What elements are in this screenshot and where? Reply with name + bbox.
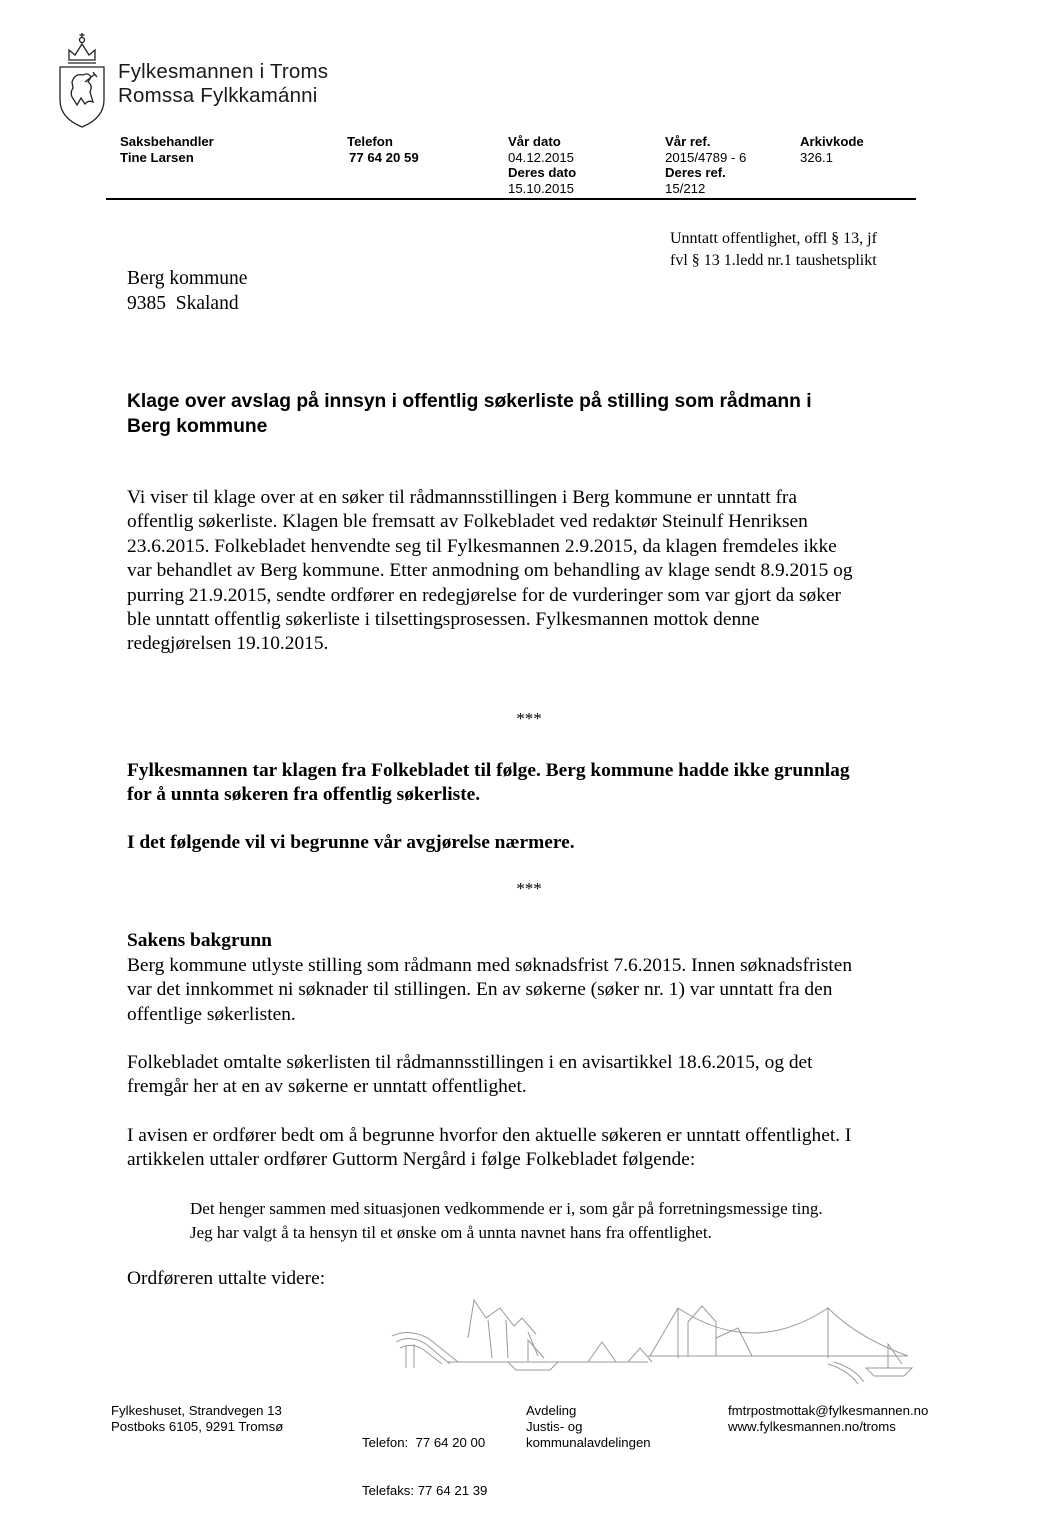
paragraph-line: ble unntatt offentlig søkerliste i tilsettingsprosessen. Fylkesmannen mottok denne [127, 609, 760, 631]
intro-paragraph [127, 486, 947, 657]
telefon-label: Telefon [347, 134, 393, 149]
paragraph-line: 23.6.2015. Folkebladet henvendte seg til Fylkesmannen 2.9.2015, da klagen fremdeles ikke [127, 535, 837, 557]
telefon-block [347, 134, 419, 165]
paragraph-line: Folkebladet omtalte søkerlisten til rådmannsstillingen i en avisartikkel 18.6.2015, og det [127, 1052, 813, 1073]
paragraph-line: offentlig søkerliste. Klagen ble fremsatt av Folkebladet ved redaktør Steinulf Henriksen [127, 511, 808, 533]
deres-ref-value: 15/212 [665, 180, 706, 196]
deres-ref-label: Deres ref. [665, 165, 726, 180]
footer-email-link[interactable]: fmtrpostmottak@fylkesmannen.no [728, 1403, 929, 1418]
footer-phone [362, 1403, 487, 1515]
paragraph-line: offentlige søkerlisten. [127, 1003, 296, 1025]
arkivkode-label: Arkivkode [800, 134, 864, 149]
footer-department [526, 1403, 651, 1451]
paragraph-line: Vi viser til klage over at en søker til rådmannsstillingen i Berg kommune er unntatt fra [127, 487, 797, 508]
paragraph-line: Fylkesmannen tar klagen fra Folkebladet til følge. Berg kommune hadde ikke grunnlag [127, 760, 850, 781]
decision-paragraph [127, 759, 947, 808]
header-divider [106, 198, 916, 200]
var-ref-label: Vår ref. [665, 134, 711, 149]
footer-dept-line1: Avdeling [526, 1403, 577, 1418]
background-paragraph-3 [127, 1124, 947, 1173]
saksbehandler-value: Tine Larsen [120, 149, 194, 165]
footer-fax-line: Telefaks: 77 64 21 39 [362, 1483, 488, 1498]
classification-line2: fvl § 13 1.ledd nr.1 taushetsplikt [670, 251, 877, 269]
footer-phone-line1: Telefon: 77 64 20 00 [362, 1435, 486, 1450]
section-heading: Sakens bakgrunn [127, 930, 272, 951]
closing-line: Ordføreren uttalte videre: [127, 1268, 326, 1289]
title-line1: Klage over avslag på innsyn i offentlig søkerliste på stilling som rådmann i [127, 391, 812, 412]
paragraph-line: redegjørelsen 19.10.2015. [127, 633, 329, 655]
recipient-line2: 9385 Skaland [127, 293, 239, 314]
org-name-line2: Romssa Fylkkamánni [118, 84, 318, 107]
recipient-address [127, 266, 247, 316]
org-name-line1: Fylkesmannen i Troms [118, 60, 329, 83]
background-paragraph-1 [127, 954, 947, 1027]
coat-of-arms-icon [55, 30, 109, 130]
footer-address-line2: Postboks 6105, 9291 Tromsø [111, 1419, 284, 1434]
classification-note [670, 228, 930, 271]
recipient-line1: Berg kommune [127, 268, 248, 289]
paragraph-line: for å unnta søkeren fra offentlig søkerliste. [127, 784, 481, 806]
background-paragraph-2 [127, 1051, 947, 1100]
deres-dato-label: Deres dato [508, 165, 577, 180]
paragraph-line: var behandlet av Berg kommune. Etter anmodning om behandling av klage sendt 8.9.2015 og [127, 560, 853, 582]
block-quote [190, 1197, 940, 1245]
dato-block [508, 134, 576, 196]
paragraph-line: fremgår her at en av søkerne er unntatt offentlighet. [127, 1076, 527, 1098]
var-ref-value: 2015/4789 - 6 [665, 149, 747, 165]
telefon-value: 77 64 20 59 [349, 149, 419, 165]
paragraph-line: var det innkommet ni søknader til stillingen. En av søkerne (søker nr. 1) var unntatt fra den [127, 979, 833, 1001]
section-separator: *** [516, 709, 542, 728]
organization-name [118, 60, 328, 108]
classification-line1: Unntatt offentlighet, offl § 13, jf [670, 230, 877, 247]
paragraph-line: I avisen er ordfører bedt om å begrunne hvorfor den aktuelle søkeren er unntatt offentlighet. I [127, 1125, 852, 1146]
tromso-skyline-illustration [388, 1298, 920, 1390]
ref-block [665, 134, 746, 196]
arkivkode-value: 326.1 [800, 149, 834, 165]
footer-contact [728, 1403, 928, 1435]
quote-line: Jeg har valgt å ta hensyn til et ønske om å unnta navnet hans fra offentlighet. [190, 1223, 712, 1242]
saksbehandler-block [120, 134, 214, 165]
quote-line: Det henger sammen med situasjonen vedkommende er i, som går på forretningsmessige ting. [190, 1199, 823, 1218]
var-dato-label: Vår dato [508, 134, 561, 149]
footer-dept-line2: Justis- og [526, 1419, 583, 1434]
footer-address-line1: Fylkeshuset, Strandvegen 13 [111, 1403, 282, 1418]
footer-dept-line3: kommunalavdelingen [526, 1435, 651, 1450]
footer-address [111, 1403, 283, 1435]
section-separator: *** [516, 879, 542, 898]
paragraph-line: purring 21.9.2015, sendte ordfører en redegjørelse for de vurderinger som var gjort da søker [127, 584, 841, 606]
paragraph-line: Berg kommune utlyste stilling som rådmann med søknadsfrist 7.6.2015. Innen søknadsfristen [127, 955, 853, 976]
paragraph-line: artikkelen uttaler ordfører Guttorm Nergård i følge Folkebladet følgende: [127, 1149, 696, 1171]
document-title [127, 389, 927, 439]
title-line2: Berg kommune [127, 416, 268, 437]
reason-intro: I det følgende vil vi begrunne vår avgjørelse nærmere. [127, 832, 575, 853]
var-dato-value: 04.12.2015 [508, 149, 575, 165]
saksbehandler-label: Saksbehandler [120, 134, 214, 149]
footer-web-link[interactable]: www.fylkesmannen.no/troms [728, 1419, 896, 1434]
deres-dato-value: 15.10.2015 [508, 180, 575, 196]
arkivkode-block [800, 134, 864, 165]
